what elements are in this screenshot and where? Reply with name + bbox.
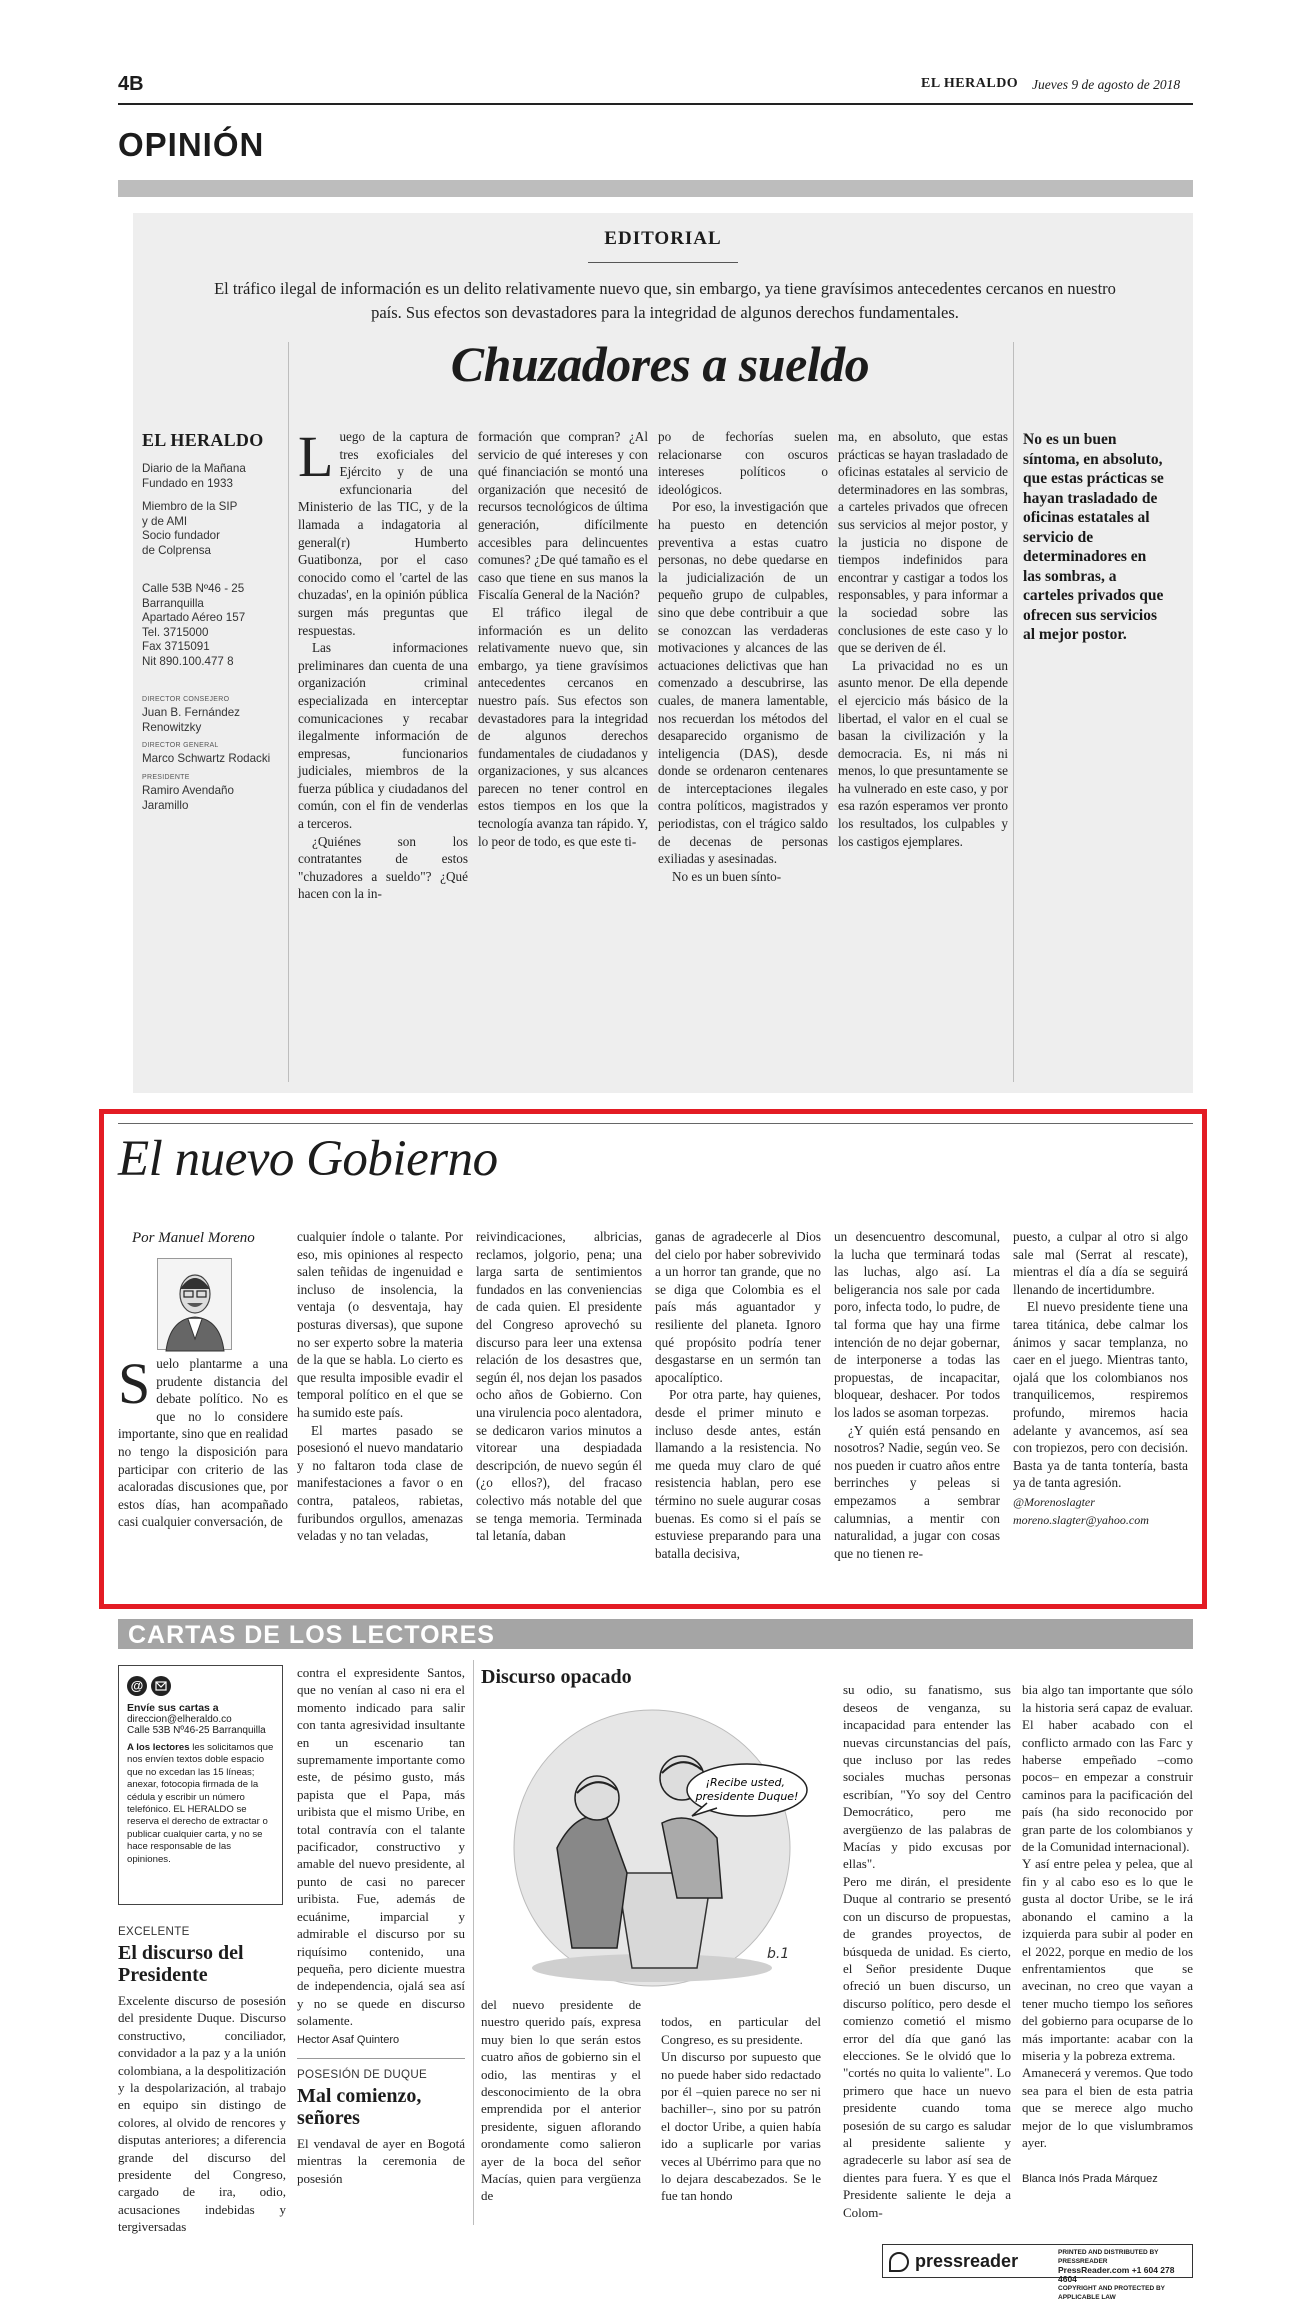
credits-role-label: PRESIDENTE bbox=[142, 774, 190, 781]
letter-kicker: POSESIÓN DE DUQUE bbox=[297, 2068, 428, 2081]
paragraph: La privacidad no es un asunto menor. De ella depende el ejercicio más básico de la libertad, el valor en el cual se basan la civilización y la democracia. Es, ni más ni menos, lo que presuntamente se ha vulnerado en este caso, y por esa razón esperamos ver pronto los resultados, los culpables y los castigos ejemplares. bbox=[838, 657, 1008, 849]
send-email[interactable]: direccion@elheraldo.co bbox=[127, 1714, 232, 1725]
credits-line: Calle 53B Nº46 - 25 bbox=[142, 582, 245, 595]
pressreader-line: PressReader.com +1 604 278 4604 bbox=[1058, 2265, 1175, 2284]
top-rule bbox=[118, 103, 1193, 105]
pressreader-line: PRINTED AND DISTRIBUTED BY PRESSREADER bbox=[1058, 2249, 1159, 2265]
paragraph: del nuevo presidente de nuestro querido país, expresa muy bien lo que serán estos cuatro años de gobierno sin el odio, las mentiras y el desconocimiento de la obra emprendida por el anterior presidente, siguen aflorando orondamente como salieron ayer de la boca del señor Macías, quien para vergüenza de bbox=[481, 1997, 641, 2204]
editorial-cartoon bbox=[477, 1698, 822, 1988]
cartas-title: CARTAS DE LOS LECTORES bbox=[128, 1621, 495, 1649]
pullquote: No es un buen síntoma, en absoluto, que estas prácticas se hayan trasladado de oficinas estatales al servicio de determinadores en las sombras, a carteles privados que ofrecen sus servicios al mejor postor. bbox=[1023, 431, 1164, 643]
letter-signature: Hector Asaf Quintero bbox=[297, 2033, 400, 2046]
opinion-column-1 bbox=[118, 1351, 288, 1531]
letter-body-continued bbox=[297, 1664, 465, 2049]
credits-role-names bbox=[142, 706, 240, 735]
mail-icon bbox=[151, 1676, 171, 1696]
paragraph: Por eso, la investigación que ha puesto en detención preventiva a estas cuatro personas, no debe quedarse en la judicialización de un pequeño grupo de culpables, sino que debe contribuir a que se conozcan las verdaderas motivaciones y alcances de las actuaciones delictivas que han comenzado a descubrirse, las cuales, de manera lamentable, nos recuerdan los métodos del desaparecido organismo de inteligencia (DAS), desde donde se ordenaron centenares de interceptaciones ilegales contra políticos, magistrados y periodistas, con el trágico saldo de decenas de personas exiliadas y asesinadas. bbox=[658, 499, 828, 867]
credits-line: Tel. 3715000 bbox=[142, 625, 209, 639]
letter-headline: Mal comienzo, señores bbox=[297, 2085, 422, 2129]
paragraph: El martes pasado se posesionó el nuevo mandatario y no faltaron toda clase de manifestaciones a favor o en contra, pataleos, rabietas, furibundos orgullos, amenazas veladas y no tan veladas, bbox=[297, 1422, 463, 1544]
credits-line: Barranquilla bbox=[142, 596, 204, 610]
paragraph: ¿Quiénes son los contratantes de estos "chuzadores a sueldo"? ¿Qué hacen con la in- bbox=[298, 833, 468, 902]
paragraph: ¿Y quién está pensando en nosotros? Nadie, según veo. Se nos pueden ir cuatro años entre berrinches y peleas si empezamos a sembrar calumnias, a mentir con naturalidad, a jugar con cosas que no tienen re- bbox=[834, 1422, 1000, 1561]
column-rule bbox=[473, 1660, 474, 2225]
opinion-headline: El nuevo Gobierno bbox=[118, 1131, 498, 1187]
credits-role-names bbox=[142, 784, 234, 813]
paragraph: po de fechorías suelen relacionarse con oscuros intereses políticos o ideológicos. bbox=[658, 429, 828, 497]
author-handle[interactable]: @Morenoslagter bbox=[1013, 1494, 1095, 1509]
credits-line: Fundado en 1933 bbox=[142, 476, 233, 490]
editorial-column-3 bbox=[658, 428, 828, 885]
opinion-column-4 bbox=[655, 1228, 821, 1562]
opinion-column-2 bbox=[297, 1228, 463, 1545]
editorial-subtitle: El tráfico ilegal de información es un delito relativamente nuevo que, sin embargo, ya tiene gravísimos antecedentes cercanos en nuestro país. Sus efectos son devastadores para la integridad de algunos derechos fundamentales. bbox=[214, 279, 1116, 322]
send-title: Envíe sus cartas a bbox=[127, 1702, 219, 1714]
letter-signature: Blanca Inós Prada Márquez bbox=[1022, 2172, 1158, 2185]
column-rule bbox=[1013, 342, 1014, 1082]
credits-line: Diario de la Mañana bbox=[142, 462, 246, 475]
credits-line: Apartado Aéreo 157 bbox=[142, 611, 246, 625]
opinion-column-5 bbox=[834, 1228, 1000, 1562]
editorial-label-rule bbox=[588, 262, 738, 263]
pressreader-badge[interactable] bbox=[882, 2244, 1193, 2301]
paragraph: formación que compran? ¿Al servicio de qué intereses y con qué financiación se montó una organización que necesitó de recursos tecnológicos de última generación, difícilmente accesibles para delincuentes comunes? ¿De qué tamaño es el caso que tiene en sus manos la Fiscalía General de la Nación? bbox=[478, 429, 648, 603]
editorial-column-4 bbox=[838, 428, 1008, 850]
paragraph: uego de la captura de tres exoficiales del Ejército y de una exfuncionaria del Ministerio de las TIC, y de la llamada a indagatoria al general(r) Humberto Guatibonza, por el caso conocido como el 'cartel de las chuzadas', en la opinión pública surgen más preguntas que respuestas. bbox=[298, 429, 468, 638]
credits-paper-name: EL HERALDO bbox=[142, 430, 264, 450]
pressreader-info bbox=[1058, 2248, 1192, 2302]
pressreader-brand: pressreader bbox=[915, 2251, 1019, 2271]
page-number: 4B bbox=[118, 73, 144, 95]
send-instructions bbox=[127, 1742, 274, 1866]
letter-body bbox=[1022, 1664, 1193, 2206]
paragraph: ganas de agradecerle al Dios del cielo por haber sobrevivido a un horror tan grande, que no se diga que Colombia es el país más aguantador y resiliente del planeta. Ignoro qué propósito podría tener desgastarse en un sermón tan apocalíptico. bbox=[655, 1229, 821, 1385]
paragraph: El tráfico ilegal de información es un delito relativamente nuevo que, sin embargo, ya tiene gravísimos antecedentes cercanos en nuestro país. Sus efectos son devastadores para la integridad de algunos derechos fundamentales de ciudadanos y organizaciones, y sus alcances parecen no tener control en estos tiempos en los que la tecnología avanza tan rápido. Y, lo peor de todo, es que este ti- bbox=[478, 604, 648, 849]
section-title: OPINIÓN bbox=[118, 126, 265, 163]
cartoon-speech: ¡Recibe usted, presidente Duque! bbox=[695, 1776, 799, 1803]
dateline: Jueves 9 de agosto de 2018 bbox=[1032, 77, 1181, 92]
paragraph: todos, en particular del Congreso, es su presidente. Un discurso por supuesto que no puede haber sido redactado por él –quien parece no ser ni bachiller–, sino por su patrón el doctor Uribe, a quien había ido a suplicarle por varias veces al Ubérrimo para que no lo dejara descabezados. Se le fue tan hondo bbox=[661, 2014, 821, 2204]
editorial-headline: Chuzadores a sueldo bbox=[450, 336, 870, 392]
paragraph: reivindicaciones, albricias, reclamos, jolgorio, pena; una larga sarta de sentimientos fundados en las conveniencias de cada quien. El presidente del Congreso aprovechó su discurso para leer una extensa relación de los desastres que, según él, nos dejan los pasados ocho años de Gobierno. Con una virulencia poco alentadora, se dedicaron varios minutos a vitorear una despiadada descripción, de nuevo según él (¿o ellos?), del fracaso colectivo más notable del que se tenga memoria. Terminada tal letanía, daban bbox=[476, 1229, 642, 1544]
svg-text:b.1: b.1 bbox=[767, 1946, 790, 1962]
paragraph: Excelente discurso de posesión del presidente Duque. Discurso constructivo, conciliador, convidador a la paz y a la unión colombiana, a la despolitización y la despolarización, al trabajo en equipo sin distingo de colores, al olvido de rencores y disputas anteriores; a diferencia grande del discurso del presidente del Congreso, cargado de ira, odio, acusaciones indebidas y tergiversadas bbox=[118, 1993, 286, 2235]
contact-icons bbox=[127, 1676, 274, 1696]
send-address: Calle 53B Nº46-25 Barranquilla bbox=[127, 1725, 266, 1736]
paragraph: ma, en absoluto, que estas prácticas se hayan trasladado de oficinas estatales al servicio de determinadores en las sombras, a carteles privados que ofrecen sus servicios al mejor postor, y la justicia no dispone de tiempos indefinidos para encontrar y castigar a todos los responsables, y para informar a la sociedad sobre las conclusiones de este caso y lo que se deriven de él. bbox=[838, 429, 1008, 656]
dropcap: S bbox=[118, 1351, 151, 1416]
letter-body bbox=[297, 2135, 465, 2187]
paragraph: Por otra parte, hay quienes, desde el primer minuto e incluso desde antes, están llamando a la resistencia. No me queda muy claro de qué resistencia hablan, pero ese término no suele augurar cosas buenas. Es como si el país se estuviese preparando para una batalla decisiva, bbox=[655, 1387, 821, 1561]
letter-headline: El discurso del Presidente bbox=[118, 1942, 244, 1986]
credits-role-label: DIRECTOR CONSEJERO bbox=[142, 696, 230, 703]
dropcap: L bbox=[298, 424, 334, 489]
author-portrait bbox=[157, 1258, 232, 1350]
send-body: les solicitamos que nos envíen textos doble espacio que no excedan las 15 líneas; anexar, fotocopia firmada de la cédula y escribir un número telefónico. EL HERALDO se reserva el derecho de extractar o publicar cualquier carta, y no se hace responsable de las opiniones. bbox=[127, 1742, 274, 1865]
credits-memberships bbox=[142, 500, 237, 558]
paragraph: cualquier índole o talante. Por eso, mis opiniones al respecto salen teñidas de ingenuidad e incluso de insolencia, la ventaja (o desventaja, hay posturas diversas), que supone no ser experto sobre la materia de la que se habla. Lo cierto es que resulta imposible evadir el temporal político en el que se ha sumido este país. bbox=[297, 1229, 463, 1420]
letter-separator bbox=[297, 2058, 465, 2059]
paragraph: puesto, a culpar al otro si algo sale mal (Serrat al rescate), mientras el día a día se seguirá llenando de incertidumbre. bbox=[1013, 1229, 1188, 1297]
credits-line: Marco Schwartz Rodacki bbox=[142, 752, 271, 765]
paragraph: No es un buen sínto- bbox=[672, 868, 782, 884]
at-icon: @ bbox=[127, 1676, 147, 1696]
credits-line: Renowitzky bbox=[142, 720, 202, 734]
byline: Por Manuel Moreno bbox=[132, 1230, 255, 1246]
paragraph: un desencuentro descomunal, la lucha que terminará todas las luchas, algo así. La beligerancia nos sale por cada poro, infecta todo, lo pudre, de tal forma que hay una firme intención de no dejar gobernar, de interponerse a todas las propuestas, de incapacitar, bloquear, deshacer. Por todos los lados se asoman torpezas. bbox=[834, 1229, 1000, 1420]
column-rule bbox=[288, 342, 289, 1082]
paragraph: El vendaval de ayer en Bogotá mientras la ceremonia de posesión bbox=[297, 2136, 465, 2186]
opinion-top-rule bbox=[118, 1123, 1193, 1124]
credits-role-label: DIRECTOR GENERAL bbox=[142, 742, 219, 749]
section-bar bbox=[118, 180, 1193, 197]
credits-line: Juan B. Fernández bbox=[142, 706, 240, 719]
credits-line: y de AMI bbox=[142, 514, 188, 528]
pressreader-logo-icon bbox=[889, 2252, 909, 2272]
letter-body bbox=[118, 1992, 286, 2236]
credits-line: Miembro de la SIP bbox=[142, 500, 238, 513]
letter-body bbox=[481, 1996, 641, 2205]
paragraph: uelo plantarme a una prudente distancia del debate político. No es que no lo considere importante, sino que en realidad no tengo la disposición para participar con criterio de las acaloradas discusiones que, por estos días, han acompañado casi cualquier conversación, de bbox=[118, 1356, 288, 1530]
credits-line: de Colprensa bbox=[142, 543, 211, 557]
credits-line: Ramiro Avendaño bbox=[142, 784, 234, 797]
send-letters-box bbox=[118, 1665, 283, 1905]
credits-line: Socio fundador bbox=[142, 529, 220, 543]
credits-founded bbox=[142, 462, 246, 491]
paragraph: contra el expresidente Santos, que no venían al caso ni era el momento indicado para salir con tanta agresividad insultante en un escenario tan supremamente importante como este, de pésimo gusto, más papista que el Papa, más uribista que el mismo Uribe, en total contravía con el talante pacificador, constructivo y amable del nuevo presidente, al punto de casi no parecer uribista. Fue, además de ecuánime, imparcial y admirable el discurso por su riquísimo contenido, una pequeña, pero diciente muestra de independencia, ojalá sea así y no se quede en discurso solamente. bbox=[297, 1665, 465, 2029]
editorial-label: EDITORIAL bbox=[604, 228, 722, 249]
credits-line: Fax 3715091 bbox=[142, 640, 210, 654]
pressreader-line: COPYRIGHT AND PROTECTED BY APPLICABLE LAW bbox=[1058, 2285, 1165, 2301]
paragraph: bia algo tan importante que sólo la historia será capaz de evaluar. El haber acabado con el conflicto armado con las Farc y haberse empeñado –como pocos– en empezar a construir caminos para la pacificación del país (ha sido reconocido por gran parte de los colombianos y de la Comunidad internacional). Y así entre pelea y pelea, que al fin y al cabo eso es lo que le gusta al doctor Uribe, se le irá abonando el camino a la izquierda para subir al poder en el 2022, porque en medio de los enfrentamientos que se avecinan, no creo que vayan a tener mucho tiempo los señores del gobierno para ocuparse de lo más importante: acabar con la miseria y la pobreza extrema. Amanecerá y veremos. Que todo sea para el bien de esta patria que se merece algo mucho mejor de lo que vislumbramos ayer. bbox=[1022, 1682, 1193, 2150]
editorial-column-1 bbox=[298, 424, 468, 903]
paragraph: Las informaciones preliminares dan cuenta de una organización criminal especializada en interceptar comunicaciones y recabar ilegalmente información de empresas, funcionarios judiciales, miembros de la fuerza pública y ciudadanos del común, con el fin de venderlas a terceros. bbox=[298, 640, 468, 832]
masthead: EL HERALDO bbox=[921, 76, 1019, 91]
credits-role-names bbox=[142, 752, 270, 767]
send-lead: A los lectores bbox=[127, 1742, 190, 1753]
letter-kicker: EXCELENTE bbox=[118, 1925, 190, 1938]
author-email[interactable]: moreno.slagter@yahoo.com bbox=[1013, 1512, 1149, 1527]
paragraph: su odio, su fanatismo, sus deseos de venganza, su incapacidad para entender las nuevas circunstancias del país, que incluso por las redes sociales muchas personas escribían, "Yo soy del Centro Democrático, pero me avergüenzo de las palabras de Macías y pido excusas por ellas". Pero me dirán, el presidente Duque al contrario se presentó con un discurso de propuestas, de grandes proyectos, de búsqueda de unidad. Es cierto, el Señor presidente Duque ofreció un buen discurso, un discurso político, pero desde el comienzo cometió el mismo error del día que ganó las elecciones. Se le olvidó que lo "cortés no quita lo valiente". Lo primero que hace un nuevo presidente cuando toma posesión de su cargo es saludar al presidente saliente y agradecerle su labor así sea de dientes para fuera. Y es que el Presidente saliente le deja a Colom- bbox=[843, 1682, 1011, 2220]
letter-body bbox=[843, 1664, 1011, 2238]
opinion-column-3 bbox=[476, 1228, 642, 1545]
letter-headline: Discurso opacado bbox=[481, 1666, 632, 1688]
letter-body bbox=[661, 1996, 821, 2222]
credits-line: Jaramillo bbox=[142, 798, 189, 812]
opinion-column-6 bbox=[1013, 1228, 1188, 1529]
credits-address bbox=[142, 582, 245, 670]
credits-line: Nit 890.100.477 8 bbox=[142, 654, 234, 668]
editorial-column-2 bbox=[478, 428, 648, 850]
paragraph: El nuevo presidente tiene una tarea titánica, debe calmar los ánimos y sacar templanza, no caer en el juego. Mientras tanto, ojalá que los colombianos nos tranquilicemos, respiremos profundo, miremos hacia adelante y avancemos, así sea con tropiezos, pero con decisión. Basta ya de tanta tontería, basta ya de tanta agresión. bbox=[1013, 1299, 1188, 1491]
